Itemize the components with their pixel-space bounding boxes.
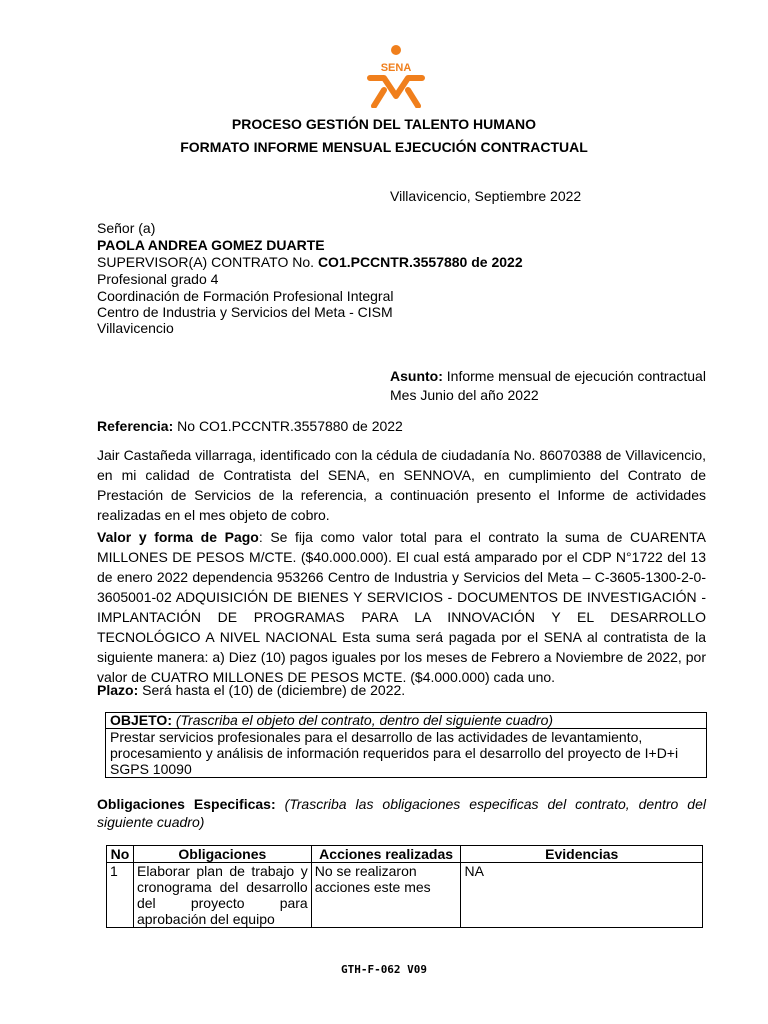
object-header bbox=[106, 713, 706, 729]
sena-logo bbox=[364, 44, 428, 108]
object-box bbox=[105, 712, 707, 778]
process-title: PROCESO GESTIÓN DEL TALENTO HUMANO bbox=[231, 116, 537, 132]
reference-line bbox=[97, 418, 403, 435]
supervisor-contract-line bbox=[97, 254, 523, 271]
subject-line bbox=[390, 367, 706, 386]
coordination: Coordinación de Formación Profesional Integral bbox=[97, 288, 394, 304]
term-text: Será hasta el (10) de (diciembre) de 2022. bbox=[138, 682, 406, 698]
obligations-heading bbox=[97, 795, 706, 831]
table-header-row bbox=[107, 846, 703, 863]
date-location: Villavicencio, Septiembre 2022 bbox=[390, 188, 582, 204]
form-title: FORMATO INFORME MENSUAL EJECUCIÓN CONTRACTUAL bbox=[180, 139, 588, 155]
payment-text: : Se fija como valor total para el contrato la suma de CUARENTA MILLONES DE PESOS M/CTE. ($40.000.000). El cual está amparado por el CDP N°1722 del 13 de enero 2022 dependencia 953266 Centro de Industria y Servicios del Meta – C-3605-1300-2-0-3605001-02 ADQUISICIÓN DE BIENES Y SERVICIOS - DOCUMENTOS DE INVESTIGACIÓN - IMPLANTACIÓN DE PROGRAMAS PARA LA INNOVACIÓN Y EL DESARROLLO TECNOLÓGICO A NIVEL NACIONAL Esta suma será pagada por el SENA al contratista de la siguiente manera: a) Diez (10) pagos iguales por los meses de Febrero a Noviembre de 2022, por valor de CUATRO MILLONES DE PESOS MCTE. ($4.000.000) cada uno. bbox=[97, 529, 706, 685]
center-name: Centro de Industria y Servicios del Meta - CISM bbox=[97, 304, 393, 320]
col-header-no: No bbox=[107, 846, 134, 863]
term-line bbox=[97, 682, 405, 699]
subject-label: Asunto: bbox=[390, 368, 443, 384]
reference-text: No CO1.PCCNTR.3557880 de 2022 bbox=[173, 418, 403, 434]
payment-label: Valor y forma de Pago bbox=[97, 529, 259, 545]
col-header-actions: Acciones realizadas bbox=[311, 846, 461, 863]
row-evidence: NA bbox=[461, 863, 703, 928]
sena-logo-text: SENA bbox=[380, 62, 412, 74]
object-text: Prestar servicios profesionales para el desarrollo de las actividades de levantamiento, procesamiento y análisis de información requeridos para el desarrollo del proyecto de I+D+i SGPS 10090 bbox=[110, 729, 679, 777]
payment-paragraph bbox=[97, 527, 706, 687]
city: Villavicencio bbox=[97, 320, 174, 336]
col-header-evidence: Evidencias bbox=[461, 846, 703, 863]
table-row bbox=[107, 863, 703, 928]
contract-number: CO1.PCCNTR.3557880 de 2022 bbox=[317, 254, 523, 270]
row-no: 1 bbox=[107, 863, 134, 928]
term-label: Plazo: bbox=[97, 682, 139, 698]
object-hint: (Trascriba el objeto del contrato, dentro del siguiente cuadro) bbox=[171, 712, 554, 728]
subject-text: Informe mensual de ejecución contractual bbox=[442, 368, 706, 384]
row-obligation: Elaborar plan de trabajo y cronograma del desarrollo del proyecto para aprobación del equipo bbox=[133, 863, 311, 928]
intro-paragraph: Jair Castañeda villarraga, identificado con la cédula de ciudadanía No. 86070388 de Villavicencio, en mi calidad de Contratista del SENA, en SENNOVA, en cumplimiento del Contrato de Prestación de Servicios de la referencia, a continuación presento el Informe de actividades realizadas en el mes objeto de cobro. bbox=[97, 447, 706, 523]
salutation: Señor (a) bbox=[97, 220, 156, 236]
supervisor-name: PAOLA ANDREA GOMEZ DUARTE bbox=[97, 237, 325, 253]
subject-month: Mes Junio del año 2022 bbox=[390, 387, 539, 403]
obligations-label: Obligaciones Especificas: bbox=[97, 796, 276, 812]
col-header-obligations: Obligaciones bbox=[133, 846, 311, 863]
form-code-footer: GTH-F-062 V09 bbox=[340, 963, 428, 976]
obligations-table bbox=[106, 845, 703, 928]
obligations-hint: (Trascriba las obligaciones especificas del contrato, dentro del siguiente cuadro) bbox=[97, 796, 706, 830]
supervisor-role: SUPERVISOR(A) CONTRATO No. bbox=[97, 254, 315, 270]
row-action: No se realizaron acciones este mes bbox=[311, 863, 461, 928]
supervisor-grade: Profesional grado 4 bbox=[97, 271, 219, 287]
reference-label: Referencia: bbox=[97, 418, 174, 434]
object-label: OBJETO: bbox=[110, 712, 172, 728]
